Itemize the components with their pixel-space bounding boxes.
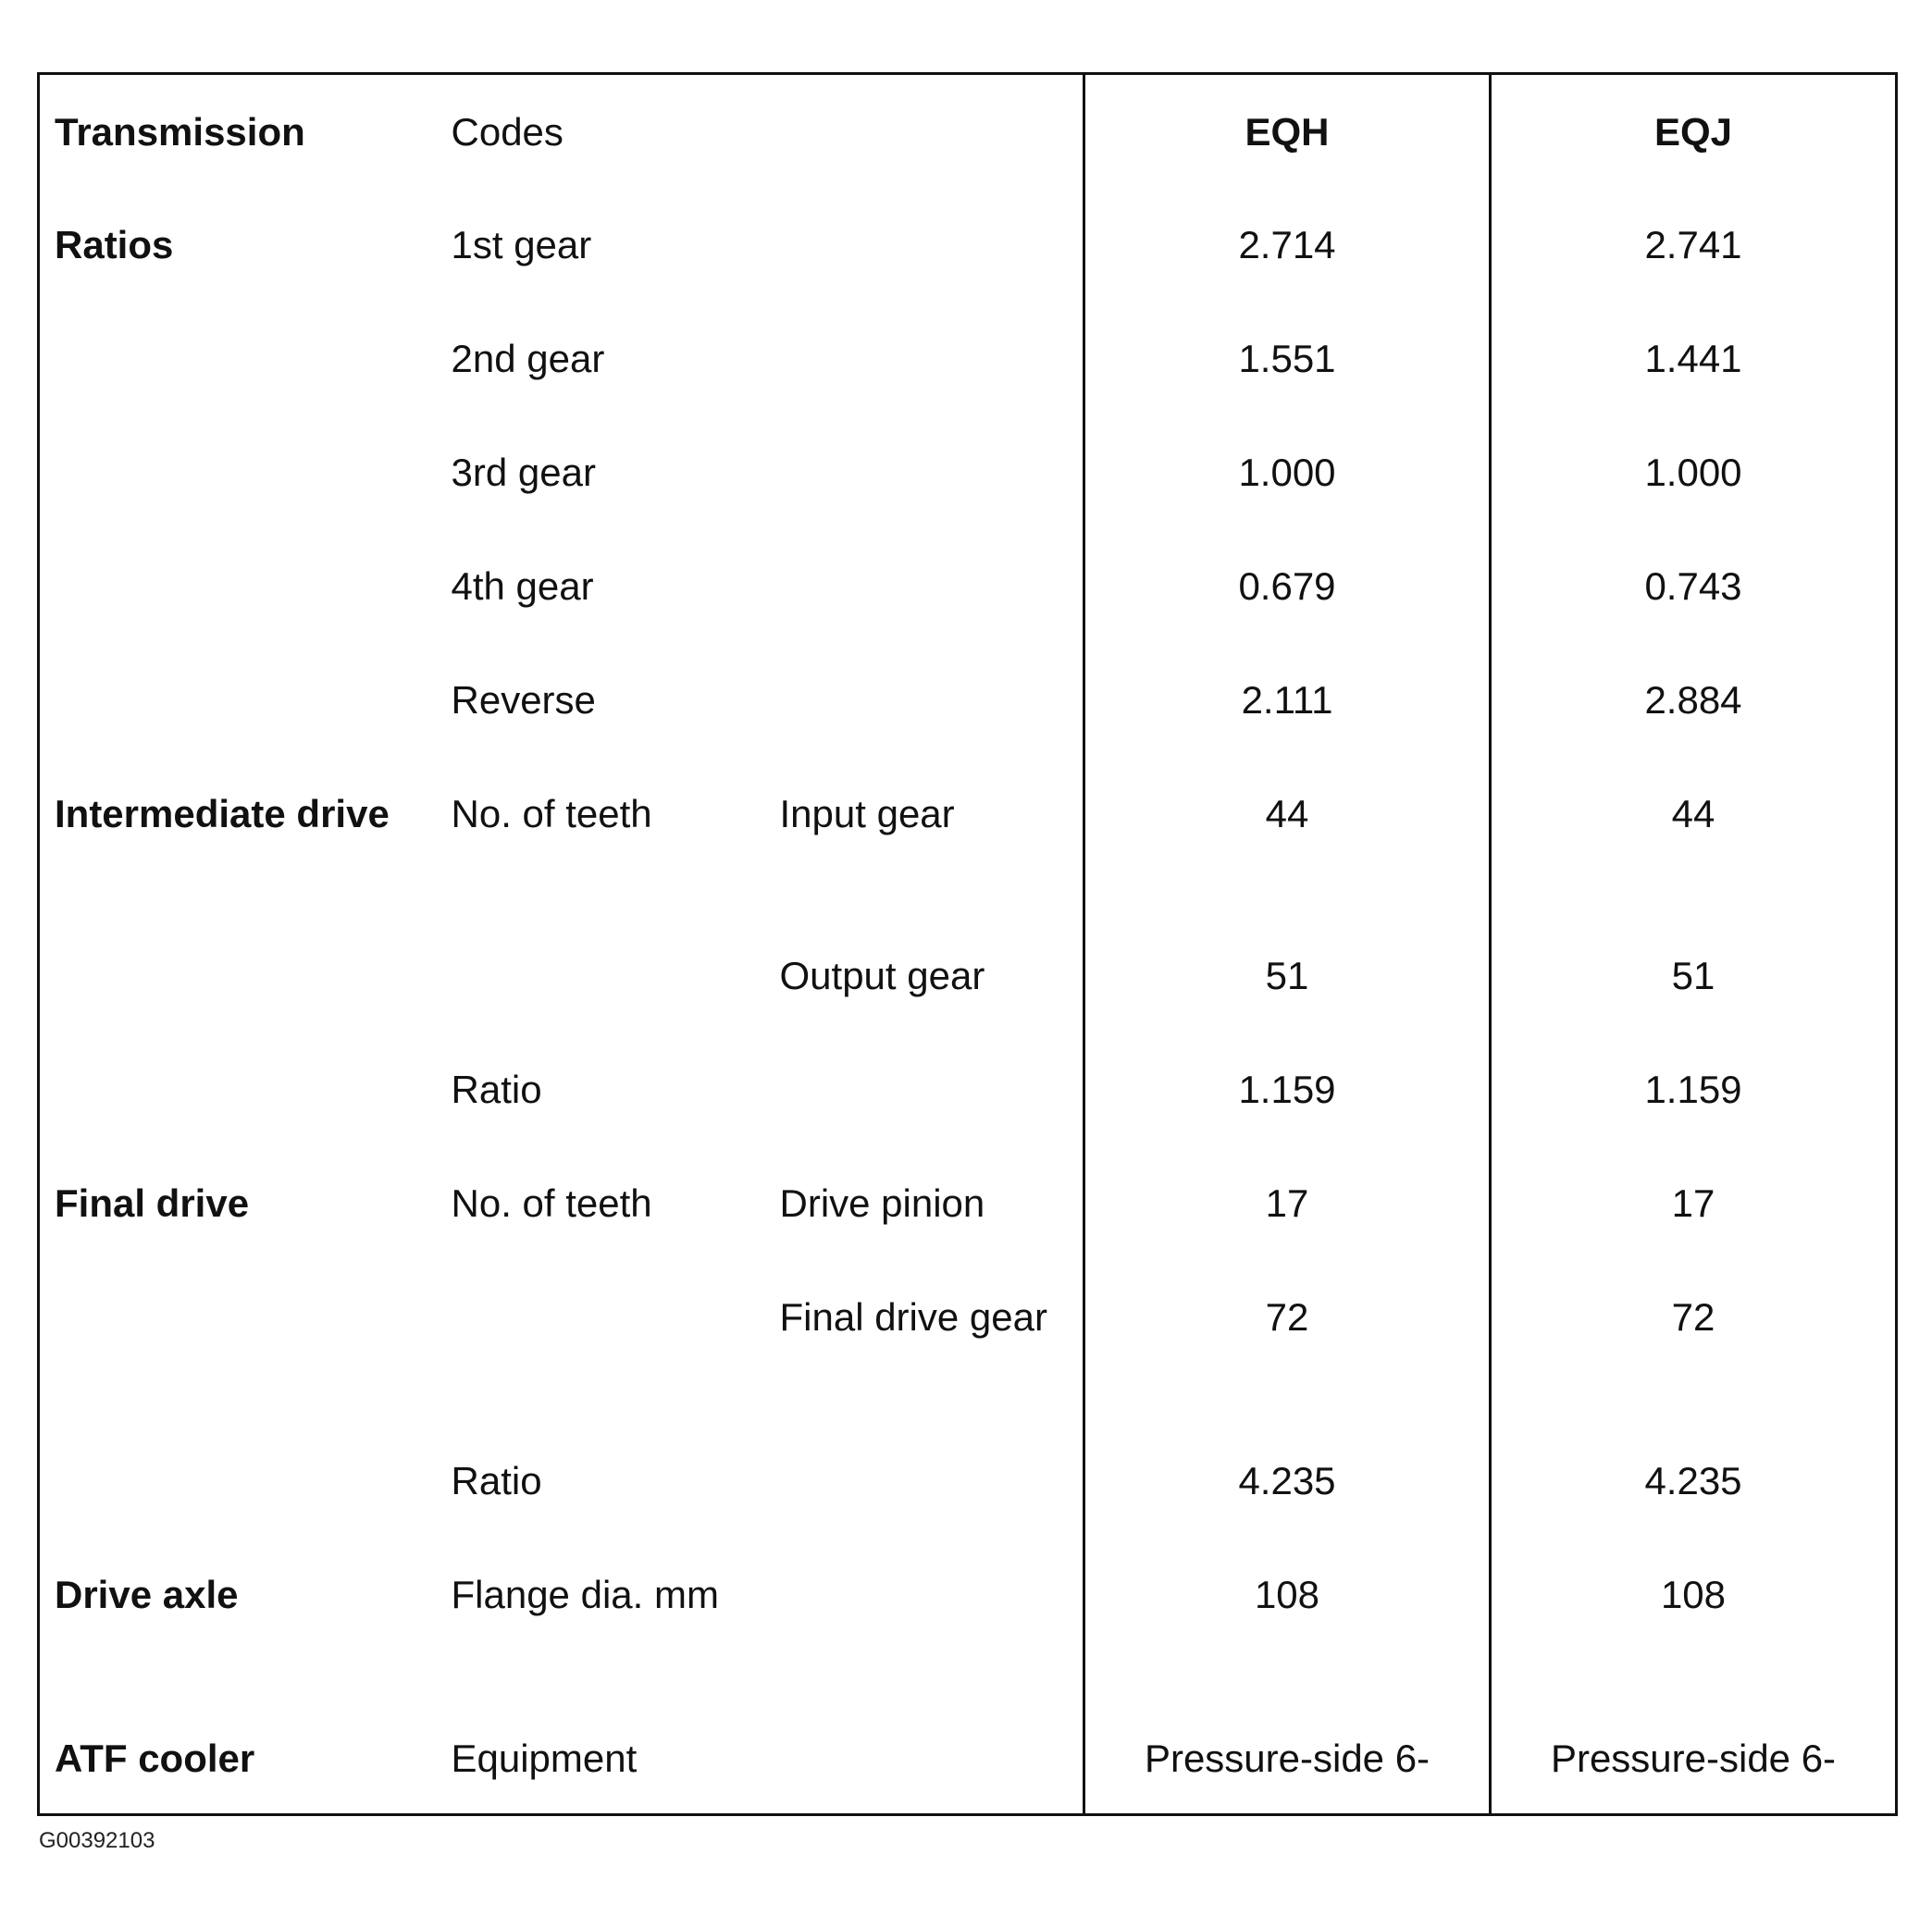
group-atf-cooler: ATF cooler — [55, 1736, 255, 1780]
row-label: Final drive gear — [779, 1294, 1047, 1339]
value-eqh: 1.000 — [1084, 415, 1491, 529]
table-row — [39, 1701, 1897, 1815]
row-label — [437, 1538, 1084, 1701]
row-label: Ratio — [451, 1067, 542, 1111]
value-eqj: 1.441 — [1491, 302, 1897, 415]
row-label: Output gear — [779, 953, 985, 997]
row-label: Equipment — [451, 1736, 638, 1780]
value-eqj: Pressure-side 6- — [1491, 1701, 1897, 1815]
value-eqj: 51 — [1491, 919, 1897, 1032]
row-label: Reverse — [451, 677, 596, 722]
value-eqh: 108 — [1084, 1538, 1491, 1701]
value-eqj: 2.741 — [1491, 188, 1897, 302]
header-codes: Codes — [451, 110, 564, 154]
value-eqh: Pressure-side 6- — [1084, 1701, 1491, 1815]
value-eqj: 2.884 — [1491, 643, 1897, 757]
header-eqj: EQJ — [1491, 74, 1897, 188]
value-eqh: 1.159 — [1084, 1032, 1491, 1146]
value-eqh: 51 — [1084, 919, 1491, 1032]
group-ratios: Ratios — [55, 222, 174, 266]
value-eqh: 2.111 — [1084, 643, 1491, 757]
value-eqj: 108 — [1491, 1538, 1897, 1701]
value-eqh: 4.235 — [1084, 1424, 1491, 1538]
value-eqh: 2.714 — [1084, 188, 1491, 302]
group-intermediate-drive: Intermediate drive — [55, 791, 390, 835]
row-label: Drive pinion — [779, 1181, 985, 1225]
value-eqj: 0.743 — [1491, 529, 1897, 643]
value-eqh: 1.551 — [1084, 302, 1491, 415]
row-label: 4th gear — [451, 563, 594, 608]
value-eqh: 72 — [1084, 1260, 1491, 1424]
header-eqh: EQH — [1084, 74, 1491, 188]
transmission-spec-table — [37, 72, 1898, 1816]
value-eqh: 44 — [1084, 757, 1491, 919]
row-label: Input gear — [779, 791, 955, 835]
row-label: Ratio — [451, 1458, 542, 1502]
flange-label-text: Flange dia. mm — [451, 1572, 719, 1616]
table-row — [39, 1538, 1897, 1701]
row-label: 2nd gear — [451, 336, 605, 380]
figure-code: G00392103 — [39, 1828, 155, 1853]
value-eqj: 1.000 — [1491, 415, 1897, 529]
table-row — [39, 188, 1897, 302]
value-eqj: 4.235 — [1491, 1424, 1897, 1538]
value-eqj: 44 — [1491, 757, 1897, 919]
group-final-drive: Final drive — [55, 1181, 250, 1225]
table-row — [39, 757, 1897, 919]
header-transmission: Transmission — [55, 110, 305, 154]
value-eqj: 72 — [1491, 1260, 1897, 1424]
teeth-label: No. of teeth — [451, 791, 652, 835]
row-label: 1st gear — [451, 222, 592, 266]
value-eqj: 17 — [1491, 1146, 1897, 1260]
teeth-label: No. of teeth — [451, 1181, 652, 1225]
table-row — [39, 1146, 1897, 1260]
value-eqj: 1.159 — [1491, 1032, 1897, 1146]
header-row — [39, 74, 1897, 188]
value-eqh: 17 — [1084, 1146, 1491, 1260]
row-label: 3rd gear — [451, 450, 596, 494]
group-drive-axle: Drive axle — [55, 1572, 239, 1616]
value-eqh: 0.679 — [1084, 529, 1491, 643]
